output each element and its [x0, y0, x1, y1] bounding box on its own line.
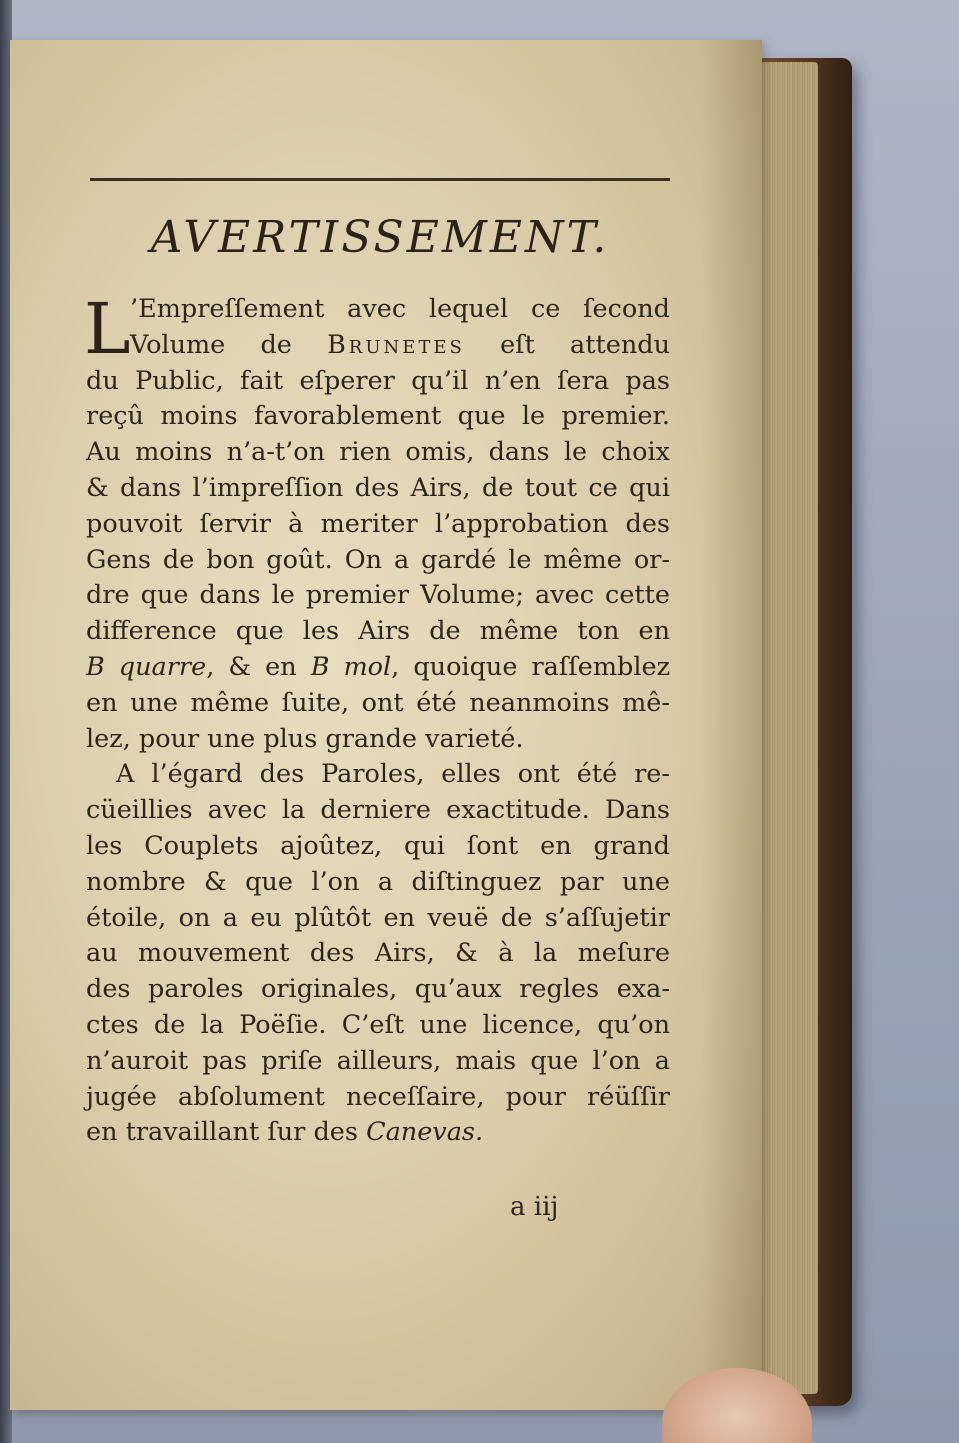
text-line: difference que les Airs de même ton en [86, 616, 670, 647]
text-line: B quarre, & en B mol, quoique raſſemblez [86, 651, 671, 682]
text-line: du Public, fait eſperer qu’il n’en ſera pas [86, 365, 670, 396]
text-line: Au moins n’a-t’on rien omis, dans le choix [86, 437, 670, 468]
text-line: en une même ſuite, ont été neanmoins mê- [86, 687, 670, 718]
text-line: des paroles originales, qu’aux regles exa- [86, 974, 670, 1005]
text-line: les Couplets ajoûtez, qui ſont en grand [86, 830, 670, 861]
text-line: A l’égard des Paroles, elles ont été re- [116, 759, 670, 790]
text-line: Gens de bon goût. On a gardé le même or- [86, 544, 670, 575]
text-line: au mouvement des Airs, & à la meſure [86, 938, 670, 969]
text-line: nombre & que l’on a diſtinguez par une [86, 866, 670, 897]
text-line: cüeillies avec la derniere exactitude. Dans [86, 795, 670, 826]
text-line: pouvoit ſervir à meriter l’approbation des [86, 508, 670, 539]
text-line: Volume de Brunetes eſt attendu [130, 329, 670, 360]
text-line: en travaillant ſur des Canevas. [86, 1117, 484, 1148]
text-line: ’Empreſſement avec lequel ce ſecond [130, 294, 670, 324]
signature-mark: a iij [510, 1192, 559, 1222]
text-line: reçû moins favorablement que le premier. [86, 401, 670, 432]
text-line: lez, pour une plus grande varieté. [86, 723, 524, 754]
text-line: n’auroit pas priſe ailleurs, mais que l’on a [86, 1045, 670, 1076]
text-line: & dans l’impreſſion des Airs, de tout ce qui [86, 472, 670, 503]
book-page [10, 40, 762, 1410]
text-line: dre que dans le premier Volume; avec cette [86, 580, 670, 611]
body-text [84, 288, 671, 1151]
text-line: jugée abſolument neceſſaire, pour réüſſir [86, 1081, 670, 1112]
text-line: étoile, on a eu plûtôt en veuë de s’aſſujetir [86, 902, 670, 933]
drop-cap: L [84, 288, 131, 370]
text-line: ctes de la Poëſie. C’eſt une licence, qu’on [86, 1009, 670, 1040]
header-rule [90, 178, 670, 181]
page-heading: AVERTISSEMENT. [150, 212, 610, 263]
